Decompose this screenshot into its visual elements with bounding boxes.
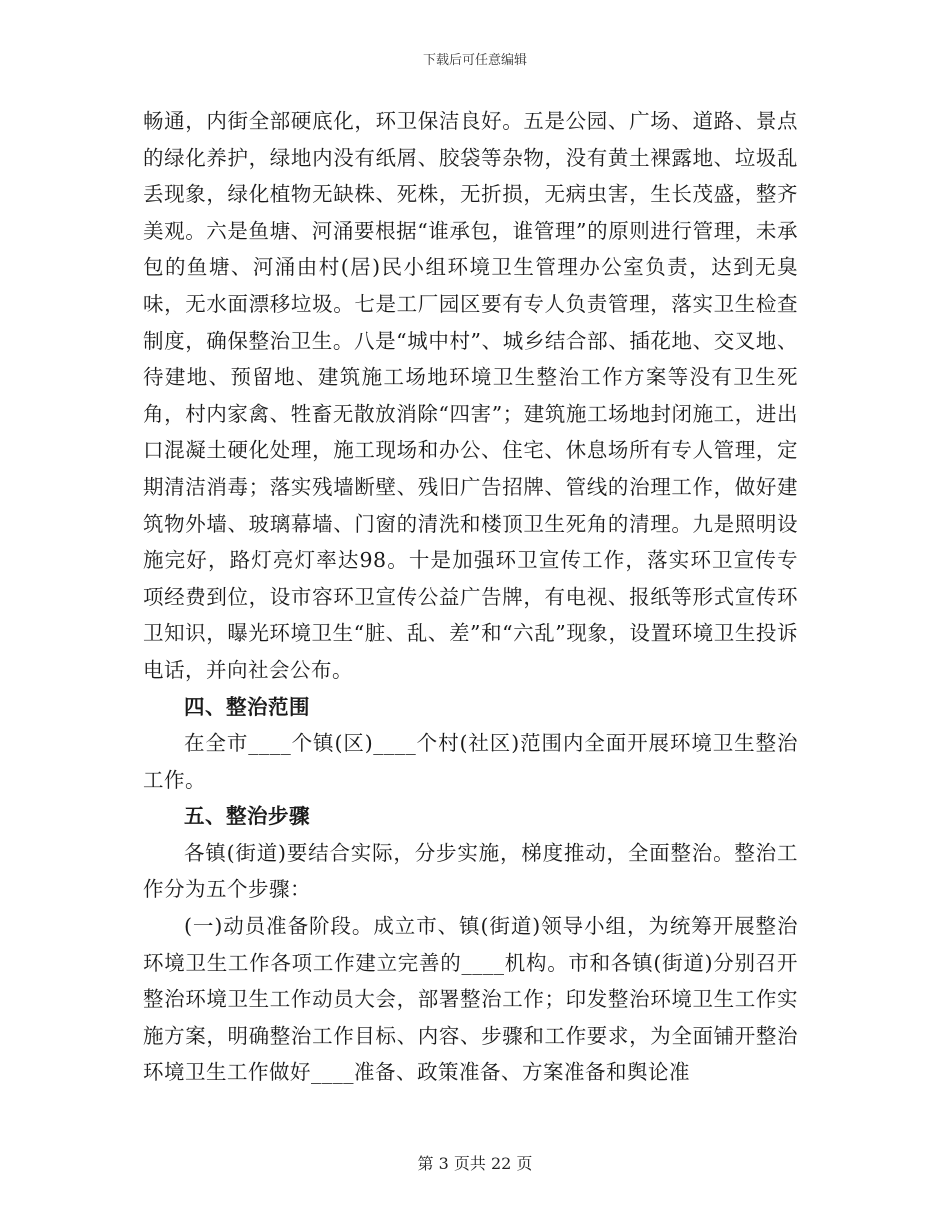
heading-steps: 五、整治步骤 xyxy=(184,804,310,829)
paragraph-sanitation-standards: 畅通，内街全部硬底化，环卫保洁良好。五是公园、广场、道路、景点的绿化养护，绿地内没有纸屑、胶袋等杂物，没有黄土裸露地、垃圾乱丢现象，绿化植物无缺株、死株，无折损，无病虫害，生长茂盛，整齐美观。六是鱼塘、河涌要根据“谁承包，谁管理”的原则进行管理，未承包的鱼塘、河涌由村(居)民小组环境卫生管理办公室负责，达到无臭味，无水面漂移垃圾。七是工厂园区要有专人负责管理，落实卫生检查制度，确保整治卫生。八是“城中村”、城乡结合部、插花地、交叉地、待建地、预留地、建筑施工场地环境卫生整治工作方案等没有卫生死角，村内家禽、牲畜无散放消除“四害”；建筑施工场地封闭施工，进出口混凝土硬化处理，施工现场和办公、住宅、休息场所有专人管理，定期清洁消毒；落实残墙断壁、残旧广告招牌、管线的治理工作，做好建筑物外墙、玻璃幕墙、门窗的清洗和楼顶卫生死角的清理。九是照明设施完好，路灯亮灯率达98。十是加强环卫宣传工作，落实环卫宣传专项经费到位，设市容环卫宣传公益广告牌，有电视、报纸等形式宣传环卫知识，曝光环境卫生“脏、乱、差”和“六乱”现象，设置环境卫生投诉电话，并向社会公布。 xyxy=(143,109,798,682)
page-footer: 第 3 页共 22 页 xyxy=(417,1154,533,1173)
paragraph-step-one: (一)动员准备阶段。成立市、镇(街道)领导小组，为统筹开展整治环境卫生工作各项工作建立完善的____机构。市和各镇(街道)分别召开整治环境卫生工作动员大会，部署整治工作；印发整治环境卫生工作实施方案，明确整治工作目标、内容、步骤和工作要求，为全面铺开整治环境卫生工作做好____准备、政策准备、方案准备和舆论准 xyxy=(143,914,798,1085)
document-body xyxy=(143,103,798,1091)
paragraph-scope: 在全市____个镇(区)____个村(社区)范围内全面开展环境卫生整治工作。 xyxy=(143,731,798,792)
page-header: 下载后可任意编辑 xyxy=(422,53,527,68)
paragraph-steps-intro: 各镇(街道)要结合实际，分步实施，梯度推动，全面整治。整治工作分为五个步骤： xyxy=(143,840,798,902)
heading-scope: 四、整治范围 xyxy=(184,694,310,719)
